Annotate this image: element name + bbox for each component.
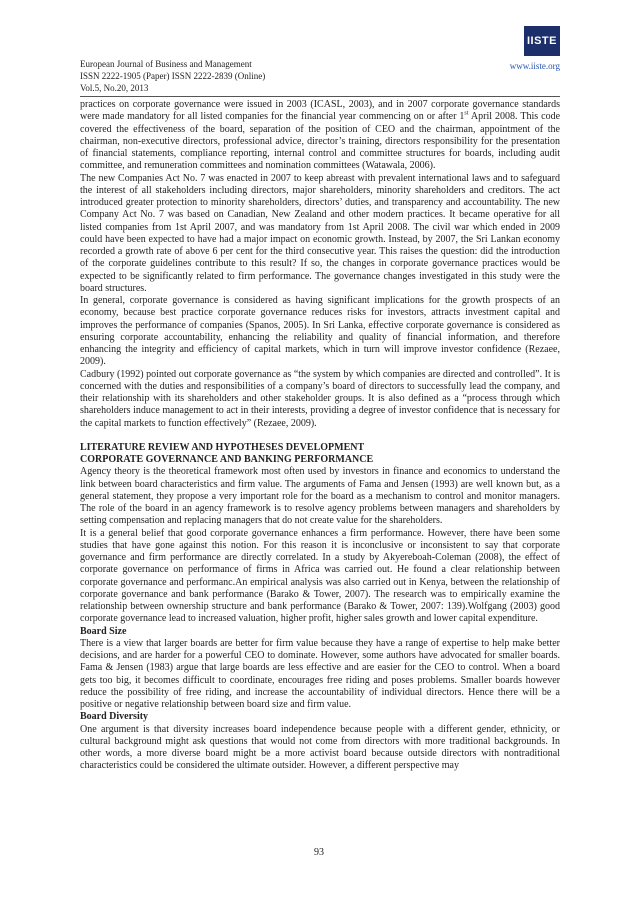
subsection-heading: Board Diversity <box>80 711 149 723</box>
paragraph: Agency theory is the theoretical framework most often used by investors in finance and economics to understand the link between board characteristics and firm value. The arguments of Fama and Jensen (1993) are well known but, as a general statement, they propose a very important role for the board as a mechanism to control and monitor managers. The role of the board in an agency framework is to resolve agency problems between managers and shareholders by setting compensation and replacing managers that do not create value for the shareholders. <box>80 466 560 527</box>
page-number: 93 <box>314 847 324 858</box>
paragraph: Cadbury (1992) pointed out corporate governance as “the system by which companies are directed and controlled”. It is concerned with the duties and responsibilities of a company’s board of directors to successfully lead the company, and their relationship with its shareholders and other stakeholder groups. It is also defined as a “process through which shareholders induce management to act in their interests, providing a degree of investor confidence that is necessary for the capital markets to function effectively” (Rezaee, 2009). <box>80 368 560 429</box>
section-heading: LITERATURE REVIEW AND HYPOTHESES DEVELOPMENT <box>80 441 365 453</box>
paragraph: It is a general belief that good corporate governance enhances a firm performance. However, there have been some studies that have gone against this notion. For this reason it is inconclusive or inconsistent to say that corporate governance and firm performance are directly correlated. In a study by Akyereboah-Coleman (2008), the effect of corporate governance on performance of firms in Africa was carried out. He found a clear relationship between corporate governance and performanc.An empirical analysis was also carried out in Kenya, between the relationship of corporate governance and bank performance (Barako & Tower, 2007). The research was to empirically examine the relationship between ownership structure and bank performance (Barako & Tower, 2007: 139).Wolfgang (2003) good corporate governance lead to increased valuation, higher profit, higher sales growth and lower capital expenditure. <box>80 527 560 625</box>
subsection-heading: Board Size <box>80 625 127 637</box>
paragraph: There is a view that larger boards are better for firm value because they have a range of expertise to help make better decisions, and are harder for a powerful CEO to dominate. However, some authors have advocated for smaller boards. Fama & Jensen (1983) argue that large boards are less effective and are easier for the CEO to control. When a board gets too big, it becomes difficult to coordinate, encourages free riding and poses problems. Smaller boards however reduce the possibility of free riding, and increase the accountability of individual directors. Hence there will be a positive or negative relationship between board size and firm value. <box>80 637 560 710</box>
journal-url-link[interactable]: www.iiste.org <box>509 61 560 71</box>
journal-volume: Vol.5, No.20, 2013 <box>80 83 149 93</box>
article-body <box>80 99 560 773</box>
paragraph: The new Companies Act No. 7 was enacted in 2007 to keep abreast with prevalent international laws and to safeguard the interest of all stakeholders including directors, major shareholders, minority shareholders and creditors. The act introduced greater protection to minority shareholders, directors’ duties, and transparency and accountability. The new Company Act No. 7 was based on Canadian, New Zealand and other modern practices. It became operative for all listed companies from 1st April 2007, and was mandatory from 1st April 2008. The civil war which ended in 2009 could have been expected to have had a major impact on economic growth. Instead, by 2007, the Sri Lankan economy recorded a growth rate of above 6 per cent for the third consecutive year. This raises the question: did the introduction of the corporate guidelines contribute to this result? If so, the changes in corporate governance practices would be expected to be significantly related to firm performance. The governance changes investigated in this study were the board structures. <box>80 172 560 294</box>
paragraph: practices on corporate governance were issued in 2003 (ICASL, 2003), and in 2007 corporate governance standards were made mandatory for all listed companies for the financial year commencing on or after 1st April 2008. This code covered the effectiveness of the board, separation of the position of CEO and the chairman, appointment of the chairman, non-executive directors, professional advice, director’s training, directors responsibility for the presentation of financial statements, compliance reporting, internal control and committee structures for boards, including audit committee, and remuneration committees and nomination committees (Watawala, 2006). <box>80 99 561 172</box>
iiste-logo: IISTE <box>524 26 560 56</box>
section-heading: CORPORATE GOVERNANCE AND BANKING PERFORMANCE <box>80 454 374 465</box>
header-divider <box>80 96 560 97</box>
journal-title: European Journal of Business and Management <box>80 59 252 69</box>
paragraph: One argument is that diversity increases board independence because people with a different gender, ethnicity, or cultural background might ask questions that would not come from directors with more traditional backgrounds. In other words, a more diverse board might be a more activist board because outside directors with nontraditional characteristics could be considered the ultimate outsider. However, a different perspective may <box>80 723 560 772</box>
paragraph: In general, corporate governance is considered as having significant implications for the growth prospects of an economy, because best practice corporate governance reduces risks for investors, attracts investment capital and improves the performance of companies (Spanos, 2005). In Sri Lanka, effective corporate governance is considered as ensuring corporate accountability, enhancing the reliability and quality of financial information, and therefore enhancing the integrity and efficiency of capital markets, which in turn will improve investor confidence (Rezaee, 2009). <box>80 295 560 368</box>
journal-issn: ISSN 2222-1905 (Paper) ISSN 2222-2839 (Online) <box>80 71 266 81</box>
